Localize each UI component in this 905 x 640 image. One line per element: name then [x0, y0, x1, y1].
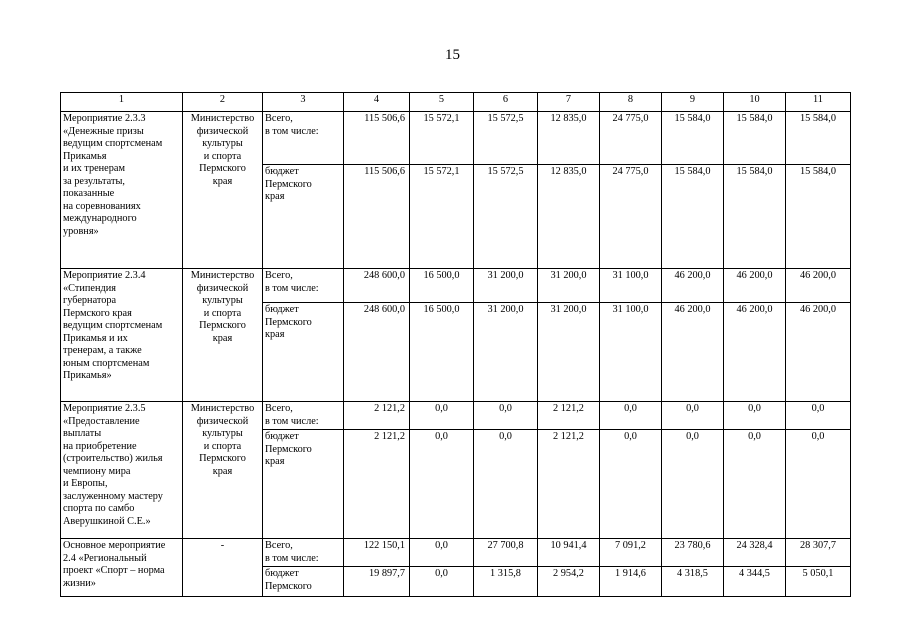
budget-value: 1 315,8 — [474, 567, 538, 597]
budget-value: 2 954,2 — [538, 567, 600, 597]
funding-budget-label-line: Пермского — [265, 443, 312, 455]
budget-value: 248 600,0 — [344, 303, 410, 402]
total-value: 0,0 — [662, 402, 724, 430]
activity-name-line: выплаты — [63, 428, 102, 440]
column-number: 10 — [724, 93, 786, 112]
total-value: 0,0 — [410, 402, 474, 430]
activity-name-line: тренерам, а также — [63, 345, 142, 357]
responsible-executor-line: Пермского — [199, 453, 246, 465]
activity-name-line: и Европы, — [63, 478, 108, 490]
activity-name-line: Прикамья — [63, 150, 107, 162]
total-value: 24 328,4 — [724, 539, 786, 567]
activity-name-line: жизни» — [63, 577, 96, 589]
activity-name-line: Мероприятие 2.3.4 — [63, 270, 146, 281]
activity-name-line: за результаты, — [63, 175, 125, 187]
activity-name-line: «Денежные призы — [63, 125, 144, 137]
responsible-executor — [183, 402, 263, 539]
responsible-executor-line: и спорта — [203, 150, 242, 162]
activity-name-line: проект «Спорт – норма — [63, 565, 165, 577]
total-value: 15 584,0 — [724, 112, 786, 165]
activity-name — [61, 269, 183, 402]
activity-name-line: на приобретение — [63, 440, 137, 452]
responsible-executor-line: Пермского — [199, 163, 246, 175]
funding-total-label-line: Всего, — [265, 540, 293, 552]
budget-value: 15 572,1 — [410, 165, 474, 269]
funding-budget-label-line: Пермского — [265, 178, 312, 190]
total-value: 2 121,2 — [344, 402, 410, 430]
funding-budget-label — [263, 567, 344, 597]
budget-value: 0,0 — [786, 430, 851, 539]
budget-value: 46 200,0 — [662, 303, 724, 402]
total-value: 7 091,2 — [600, 539, 662, 567]
budget-value: 12 835,0 — [538, 165, 600, 269]
activity-name-line: Основное мероприятие — [63, 540, 166, 552]
activity-name — [61, 402, 183, 539]
total-value: 2 121,2 — [538, 402, 600, 430]
total-value: 115 506,6 — [344, 112, 410, 165]
funding-budget-label — [263, 165, 344, 269]
activity-name-line: «Стипендия — [63, 282, 116, 294]
responsible-executor — [183, 269, 263, 402]
funding-budget-label-line: Пермского — [265, 316, 312, 328]
column-number: 6 — [474, 93, 538, 112]
total-value: 15 584,0 — [662, 112, 724, 165]
activity-name-line: Пермского края — [63, 307, 132, 319]
activity-name-line: (строительство) жилья — [63, 453, 163, 465]
column-number: 5 — [410, 93, 474, 112]
funding-budget-label — [263, 430, 344, 539]
funding-total-label-line: в том числе: — [265, 125, 319, 137]
funding-budget-label-line: Пермского — [265, 580, 312, 592]
budget-value: 0,0 — [724, 430, 786, 539]
total-value: 248 600,0 — [344, 269, 410, 303]
activity-name-line: «Предоставление — [63, 415, 140, 427]
budget-value: 31 200,0 — [538, 303, 600, 402]
budget-value: 2 121,2 — [344, 430, 410, 539]
activity-name-line: Прикамья» — [63, 370, 112, 382]
total-value: 0,0 — [474, 402, 538, 430]
total-value: 15 572,1 — [410, 112, 474, 165]
total-value: 15 584,0 — [786, 112, 851, 165]
activity-name — [61, 112, 183, 269]
page-number: 15 — [445, 47, 460, 63]
responsible-executor-line: и спорта — [203, 440, 242, 452]
budget-value: 31 100,0 — [600, 303, 662, 402]
total-value: 10 941,4 — [538, 539, 600, 567]
budget-value: 16 500,0 — [410, 303, 474, 402]
responsible-executor-line: Министерство — [190, 403, 255, 414]
responsible-executor-line: культуры — [202, 428, 243, 440]
total-value: 31 200,0 — [538, 269, 600, 303]
activity-name-line: показанные — [63, 188, 115, 200]
activity-name-line: Мероприятие 2.3.3 — [63, 113, 146, 124]
total-value: 31 100,0 — [600, 269, 662, 303]
responsible-executor-line: физической — [196, 282, 249, 294]
budget-value: 31 200,0 — [474, 303, 538, 402]
table-row-total — [61, 269, 851, 303]
activity-name-line: чемпиону мира — [63, 465, 131, 477]
header-row — [61, 93, 851, 112]
responsible-executor-line: Пермского — [199, 320, 246, 332]
responsible-executor-line: Министерство — [190, 113, 255, 124]
funding-total-label-line: Всего, — [265, 403, 293, 414]
budget-value: 46 200,0 — [724, 303, 786, 402]
responsible-executor-line: культуры — [202, 295, 243, 307]
activity-name-line: губернатора — [63, 295, 117, 307]
total-value: 0,0 — [786, 402, 851, 430]
funding-total-label — [263, 269, 344, 303]
budget-value: 15 572,5 — [474, 165, 538, 269]
funding-budget-label — [263, 303, 344, 402]
budget-value: 19 897,7 — [344, 567, 410, 597]
column-number: 1 — [61, 93, 183, 112]
total-value: 46 200,0 — [724, 269, 786, 303]
total-value: 0,0 — [724, 402, 786, 430]
responsible-executor-line: - — [220, 540, 225, 552]
budget-value: 24 775,0 — [600, 165, 662, 269]
total-value: 46 200,0 — [662, 269, 724, 303]
activity-name-line: ведущим спортсменам — [63, 138, 163, 150]
budget-table — [60, 92, 851, 597]
responsible-executor-line: физической — [196, 125, 249, 137]
funding-total-label-line: Всего, — [265, 113, 293, 124]
activity-name-line: Аверушкиной С.Е.» — [63, 515, 151, 527]
budget-value: 0,0 — [474, 430, 538, 539]
activity-name-line: 2.4 «Региональный — [63, 552, 147, 564]
column-number: 8 — [600, 93, 662, 112]
total-value: 12 835,0 — [538, 112, 600, 165]
total-value: 0,0 — [410, 539, 474, 567]
total-value: 27 700,8 — [474, 539, 538, 567]
budget-value: 15 584,0 — [786, 165, 851, 269]
funding-total-label — [263, 539, 344, 567]
activity-name — [61, 539, 183, 597]
activity-name-line: уровня» — [63, 225, 99, 237]
budget-value: 4 318,5 — [662, 567, 724, 597]
table-row-total — [61, 112, 851, 165]
responsible-executor-line: и спорта — [203, 307, 242, 319]
activity-name-line: международного — [63, 213, 137, 225]
budget-value: 4 344,5 — [724, 567, 786, 597]
funding-budget-label-line: бюджет — [265, 304, 299, 315]
responsible-executor — [183, 539, 263, 597]
funding-budget-label-line: бюджет — [265, 431, 299, 443]
funding-budget-label-line: края — [265, 191, 285, 203]
activity-name-line: заслуженному мастеру — [63, 490, 163, 502]
column-number: 11 — [786, 93, 851, 112]
responsible-executor-line: Министерство — [190, 270, 255, 281]
total-value: 31 200,0 — [474, 269, 538, 303]
total-value: 122 150,1 — [344, 539, 410, 567]
activity-name-line: и их тренерам — [63, 163, 125, 175]
column-number: 9 — [662, 93, 724, 112]
responsible-executor — [183, 112, 263, 269]
funding-budget-label-line: бюджет — [265, 568, 299, 580]
table-row-total — [61, 539, 851, 567]
budget-value: 2 121,2 — [538, 430, 600, 539]
budget-value: 0,0 — [662, 430, 724, 539]
funding-total-label-line: в том числе: — [265, 552, 319, 564]
total-value: 24 775,0 — [600, 112, 662, 165]
total-value: 46 200,0 — [786, 269, 851, 303]
budget-value: 115 506,6 — [344, 165, 410, 269]
activity-name-line: на соревнованиях — [63, 200, 141, 212]
total-value: 16 500,0 — [410, 269, 474, 303]
table-row-total — [61, 402, 851, 430]
budget-value: 0,0 — [410, 430, 474, 539]
column-number: 2 — [183, 93, 263, 112]
budget-value: 1 914,6 — [600, 567, 662, 597]
budget-value: 5 050,1 — [786, 567, 851, 597]
funding-total-label — [263, 402, 344, 430]
responsible-executor-line: физической — [196, 415, 249, 427]
total-value: 28 307,7 — [786, 539, 851, 567]
budget-value: 15 584,0 — [724, 165, 786, 269]
total-value: 0,0 — [600, 402, 662, 430]
column-number: 3 — [263, 93, 344, 112]
total-value: 15 572,5 — [474, 112, 538, 165]
funding-budget-label-line: края — [265, 456, 285, 468]
funding-total-label-line: в том числе: — [265, 415, 319, 427]
total-value: 23 780,6 — [662, 539, 724, 567]
budget-value: 46 200,0 — [786, 303, 851, 402]
budget-value: 0,0 — [600, 430, 662, 539]
responsible-executor-line: края — [212, 465, 233, 477]
budget-value: 0,0 — [410, 567, 474, 597]
activity-name-line: Прикамья и их — [63, 332, 128, 344]
budget-value: 15 584,0 — [662, 165, 724, 269]
activity-name-line: юным спортсменам — [63, 357, 150, 369]
activity-name-line: Мероприятие 2.3.5 — [63, 403, 146, 414]
activity-name-line: ведущим спортсменам — [63, 320, 163, 332]
column-number: 4 — [344, 93, 410, 112]
responsible-executor-line: культуры — [202, 138, 243, 150]
funding-total-label-line: в том числе: — [265, 282, 319, 294]
funding-total-label — [263, 112, 344, 165]
funding-budget-label-line: бюджет — [265, 166, 299, 177]
responsible-executor-line: края — [212, 175, 233, 187]
column-number: 7 — [538, 93, 600, 112]
funding-budget-label-line: края — [265, 329, 285, 341]
funding-total-label-line: Всего, — [265, 270, 293, 281]
activity-name-line: спорта по самбо — [63, 503, 135, 515]
responsible-executor-line: края — [212, 332, 233, 344]
